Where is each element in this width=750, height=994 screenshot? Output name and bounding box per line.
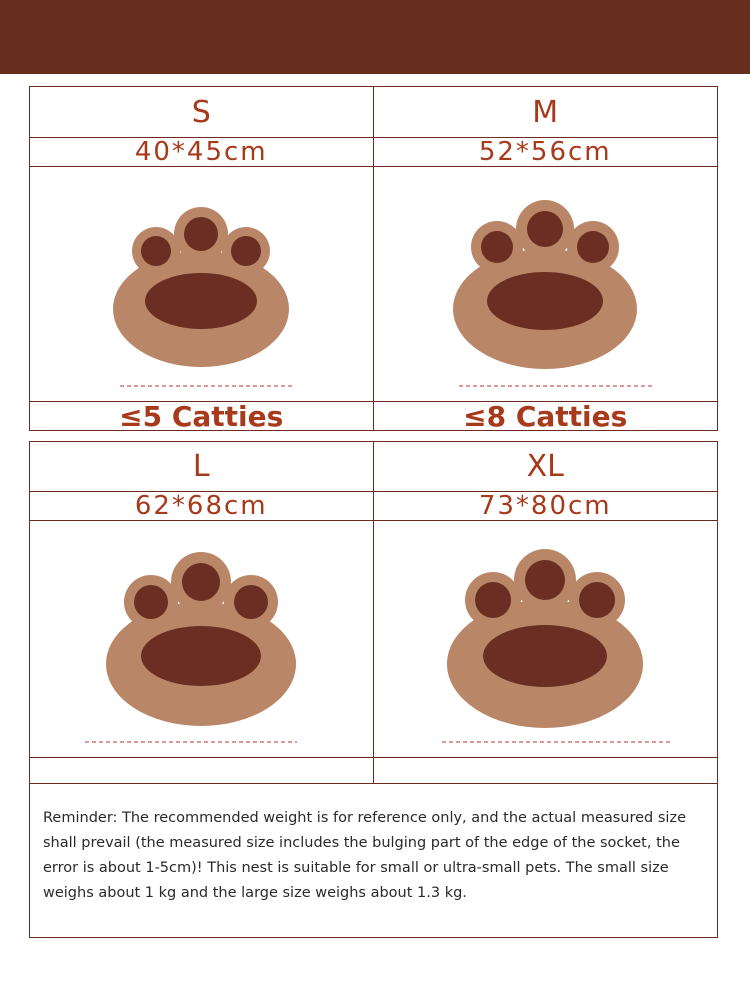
size-column-l — [30, 442, 374, 783]
measure-arrow-icon — [459, 381, 654, 391]
bed-image-cell — [30, 167, 373, 402]
size-label: M — [374, 87, 718, 138]
bed-image-cell — [374, 167, 718, 402]
paw-bed-image — [101, 189, 301, 379]
paw-bed-image — [445, 189, 645, 379]
paw-bed-image — [101, 544, 301, 734]
size-dimensions: 40*45cm — [30, 138, 373, 167]
size-dimensions: 52*56cm — [374, 138, 718, 167]
capacity-label: ≤8 Catties — [463, 400, 628, 433]
measure-arrow-icon — [85, 737, 297, 747]
size-table-bottom — [29, 441, 718, 784]
measure-arrow-icon — [120, 381, 295, 391]
bed-image-cell — [30, 521, 373, 758]
header-bar — [0, 0, 750, 74]
size-column-xl — [374, 442, 718, 783]
bed-image-cell — [374, 521, 718, 758]
size-column-s — [30, 87, 374, 433]
size-dimensions: 73*80cm — [374, 492, 718, 521]
capacity-label — [374, 758, 718, 784]
paw-bed-image — [430, 544, 660, 734]
reminder-note: Reminder: The recommended weight is for reference only, and the actual measured size shall prevail (the measured size includes the bulging part of the edge of the socket, the error is about 1-5cm)! This nest is suitable for small or ultra-small pets. The small size weighs about 1 kg and the large size weighs about 1.3 kg. — [29, 784, 718, 938]
size-column-m — [374, 87, 718, 433]
size-label: L — [30, 442, 373, 492]
capacity-label: ≤5 Catties — [119, 400, 284, 433]
size-dimensions: 62*68cm — [30, 492, 373, 521]
size-label: XL — [374, 442, 718, 492]
measure-arrow-icon — [442, 737, 670, 747]
size-table-top — [29, 86, 718, 431]
capacity-label — [30, 758, 373, 784]
size-label: S — [30, 87, 373, 138]
